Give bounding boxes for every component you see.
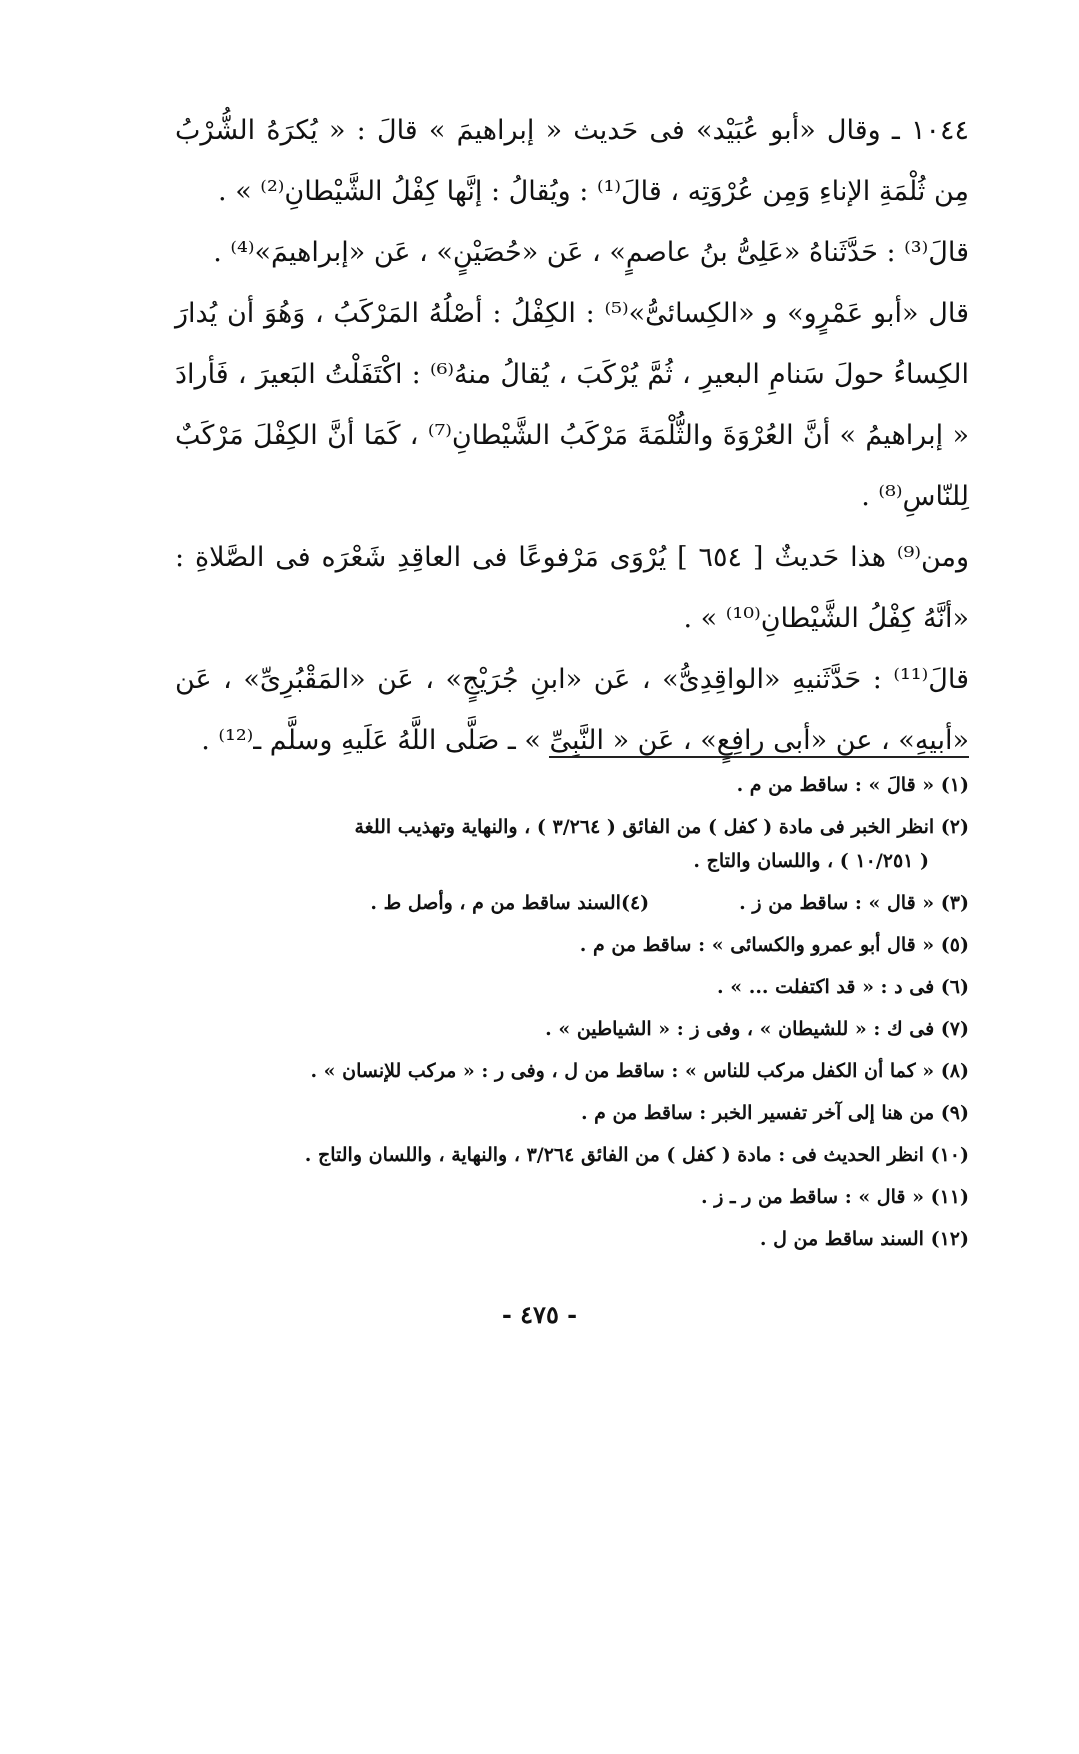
footnote-8: (٨) « كما أن الكفل مركب للناس » : ساقط من ل ، وفى ر : « مركب للإنسان » . [310,1060,969,1082]
footnote-4: (٤)السند ساقط من م ، وأصل ط . [370,892,650,914]
footnote-9: (٩) من هنا إلى آخر تفسير الخبر : ساقط من م . [580,1102,969,1124]
paragraph-1044: ١٠٤٤ ـ وقال «أبو عُبَيْد» فى حَديث « إبراهيمَ » قالَ : « يُكرَهُ الشُّرْبُ مِن ثُلْمَةِ الإناءِ وَمِن عُرْوَتِه ، قالَ⁽¹⁾ : ويُقالُ : إنَّها كِفْلُ الشَّيْطانِ⁽²⁾ » . [175,115,969,207]
footnote-7: (٧) فى ك : « للشيطان » ، وفى ز : « الشياطين » . [545,1018,969,1040]
footnote-3-4-row [195,886,969,920]
footnote-6: (٦) فى د : « قد اكتفلت ... » . [716,976,969,998]
page-number: - ٤٧٥ - [501,1300,578,1329]
footnote-11: (١١) « قال » : ساقط من ر ـ ز . [701,1186,969,1208]
footnote-12: (١٢) السند ساقط من ل . [759,1228,969,1250]
footnote-divider [549,756,969,758]
main-text [175,100,969,771]
footnote-10: (١٠) انظر الحديث فى : مادة ( كفل ) من الفائق ٣/٢٦٤ ، والنهاية ، واللسان والتاج . [304,1144,969,1166]
footnote-2-line-2: ( ١٠/٢٥١ ) ، واللسان والتاج . [693,850,929,872]
footnote-2-line-1: (٢) انظر الخبر فى مادة ( كفل ) من الفائق ( ٣/٢٦٤ ) ، والنهاية وتهذيب اللغة [354,816,969,838]
paragraph-hadith: ومن⁽⁹⁾ هذا حَديثٌ [ ٦٥٤ ] يُرْوَى مَرْفوعًا فى العاقِدِ شَعْرَه فى الصَّلاةِ : «أنَّهُ كِفْلُ الشَّيْطانِ⁽¹⁰⁾ » . [175,542,970,634]
footnote-5: (٥) « قال أبو عمرو والكسائى » : ساقط من م . [579,934,969,956]
paragraph-explanation: قال «أبو عَمْرٍو» و «الكِسائىُّ»⁽⁵⁾ : الكِفْلُ : أصْلُهُ المَرْكَبُ ، وَهُوَ أن يُدارَ الكِساءُ حولَ سَنامِ البعيرِ ، ثُمَّ يُرْكَبَ ، يُقالُ منهُ⁽⁶⁾ : اكْتَفَلْتُ البَعيرَ ، فَأرادَ « إبراهيمُ » أنَّ العُرْوَةَ والثُّلْمَةَ مَرْكَبُ الشَّيْطانِ⁽⁷⁾ ، كَمَا أنَّ الكِفْلَ مَرْكَبٌ لِلنّاسِ⁽⁸⁾ . [175,298,970,512]
footnote-3: (٣) « قال » : ساقط من ز . [739,892,969,914]
paragraph-isnad-1: قالَ⁽³⁾ : حَدَّثَناهُ «عَلِىُّ بنُ عاصمٍ» ، عَن «حُصَيْنٍ» ، عَن «إبراهيمَ»⁽⁴⁾ . [213,237,969,268]
footnotes [195,768,969,1264]
footnote-1: (١) « قالَ » : ساقط من م . [736,774,969,796]
paragraph-isnad-2: قالَ⁽¹¹⁾ : حَدَّثَنيهِ «الواقِدِىُّ» ، عَن «ابنِ جُرَيْجٍ» ، عَن «المَقْبُرِىِّ» ، عَن «أبيهِ» ، عن «أبى رافِعٍ» ، عَن « النَّبِىِّ » ـ صَلَّى اللَّهُ عَلَيهِ وسلَّم ـ⁽¹²⁾ . [175,664,969,756]
